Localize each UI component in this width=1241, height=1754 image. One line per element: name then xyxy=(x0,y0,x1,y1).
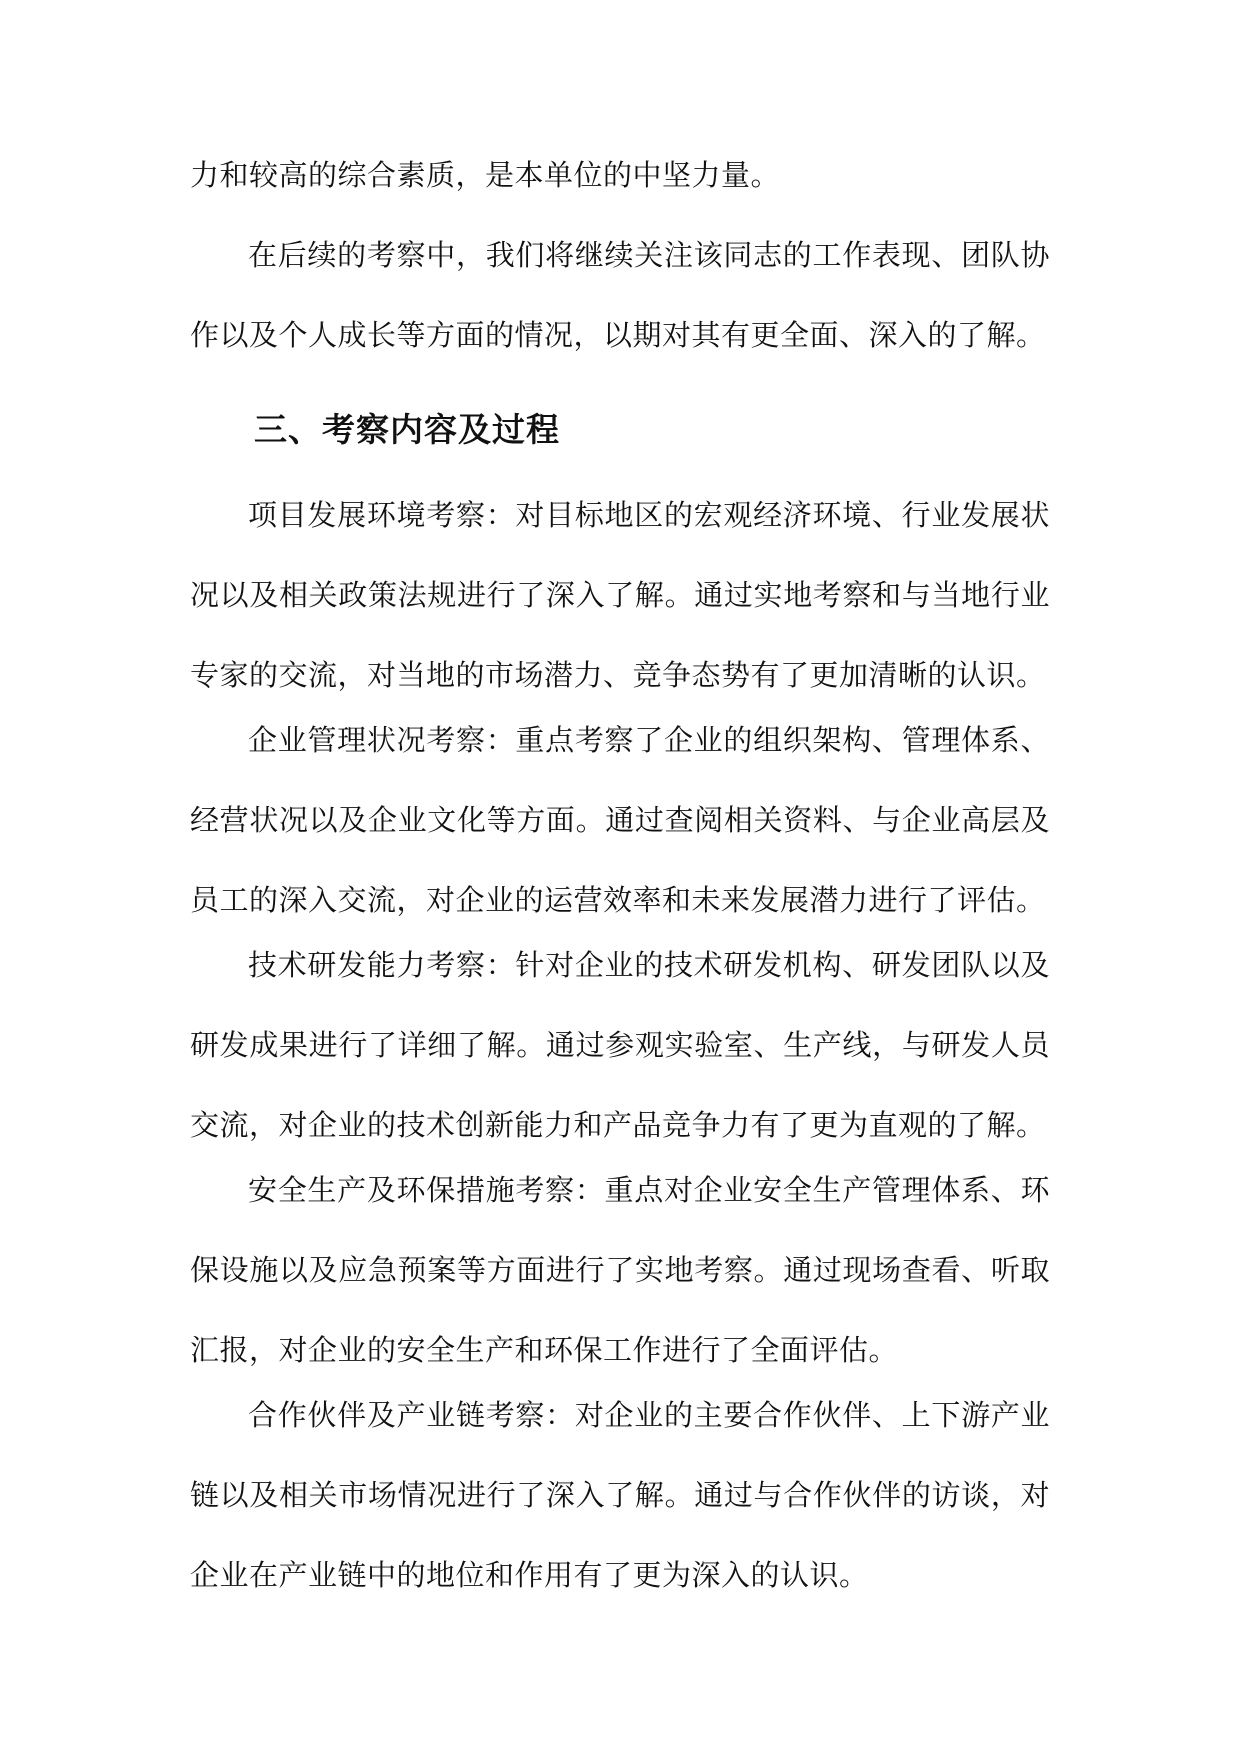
paragraph-partners: 合作伙伴及产业链考察：对企业的主要合作伙伴、上下游产业链以及相关市场情况进行了深入了解。通过与合作伙伴的访谈，对企业在产业链中的地位和作用有了更为深入的认识。 xyxy=(190,1398,1050,1592)
intro-paragraph: 在后续的考察中，我们将继续关注该同志的工作表现、团队协作以及个人成长等方面的情况，以期对其有更全面、深入的了解。 xyxy=(190,238,1050,352)
section-heading: 三、考察内容及过程 xyxy=(254,410,560,449)
paragraph-management: 企业管理状况考察：重点考察了企业的组织架构、管理体系、经营状况以及企业文化等方面。通过查阅相关资料、与企业高层及员工的深入交流，对企业的运营效率和未来发展潜力进行了评估。 xyxy=(190,723,1050,917)
paragraph-safety: 安全生产及环保措施考察：重点对企业安全生产管理体系、环保设施以及应急预案等方面进行了实地考察。通过现场查看、听取汇报，对企业的安全生产和环保工作进行了全面评估。 xyxy=(190,1173,1050,1367)
continuation-paragraph: 力和较高的综合素质，是本单位的中坚力量。 xyxy=(190,158,781,192)
paragraph-environment: 项目发展环境考察：对目标地区的宏观经济环境、行业发展状况以及相关政策法规进行了深入了解。通过实地考察和与当地行业专家的交流，对当地的市场潜力、竞争态势有了更加清晰的认识。 xyxy=(190,498,1050,692)
paragraph-rnd: 技术研发能力考察：针对企业的技术研发机构、研发团队以及研发成果进行了详细了解。通过参观实验室、生产线，与研发人员交流，对企业的技术创新能力和产品竞争力有了更为直观的了解。 xyxy=(190,948,1050,1142)
